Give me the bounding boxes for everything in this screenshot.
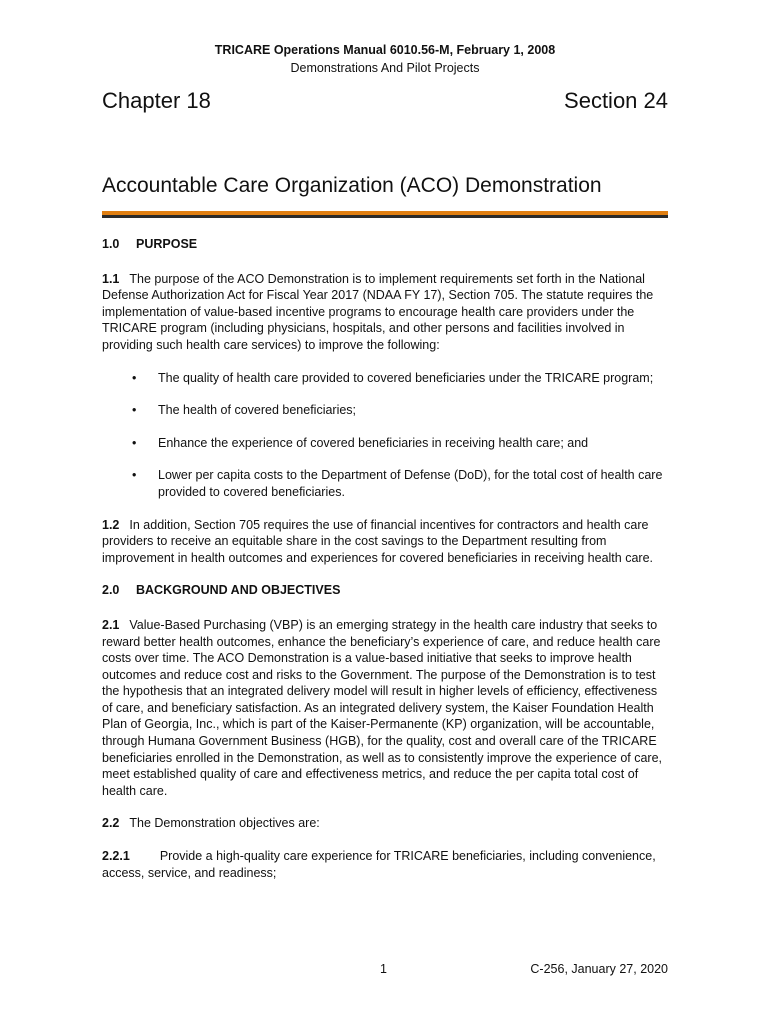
document-body bbox=[102, 236, 668, 897]
page-number: 1 bbox=[380, 962, 387, 976]
page-title: Accountable Care Organization (ACO) Demonstration bbox=[102, 174, 602, 197]
bullet-icon: • bbox=[132, 370, 137, 385]
list-item-text: Lower per capita costs to the Department of Defense (DoD), for the total cost of health care provided to covered beneficiaries. bbox=[158, 468, 663, 499]
paragraph-1-1 bbox=[102, 271, 668, 354]
paragraph-text: Value-Based Purchasing (VBP) is an emerging strategy in the health care industry that seeks to reward better health outcomes, enhance the beneficiary’s experience of care, and reduce health care costs over time. The ACO Demonstration is a value-based initiative that seeks to improve health outcomes and reduce cost and risks to the Government. The purpose of the Demonstration is to test the hypothesis that an integrated delivery model will result in higher levels of efficiency, effectiveness of care, and beneficiary satisfaction. As an integrated delivery system, the Kaiser Foundation Health Plan of Georgia, Inc., which is part of the Kaiser-Permanente (KP) organization, will be accountable, through Humana Government Business (HGB), for the quality, cost and overall care of the TRICARE beneficiaries enrolled in the Demonstration, as well as to consistently improve the experience of care, meet established quality of care and effectiveness metrics, and reduce the per capita total cost of health care. bbox=[102, 617, 663, 798]
paragraph-number: 2.2.1 bbox=[102, 849, 130, 864]
change-notice: C-256, January 27, 2020 bbox=[530, 962, 668, 976]
manual-header: TRICARE Operations Manual 6010.56-M, February 1, 2008 bbox=[214, 43, 556, 57]
list-item bbox=[102, 435, 668, 452]
chapter-label: Chapter 18 bbox=[102, 88, 211, 113]
bullet-icon: • bbox=[132, 403, 137, 418]
section-heading-text: PURPOSE bbox=[136, 237, 198, 251]
paragraph-2-2 bbox=[102, 815, 668, 832]
paragraph-number: 1.1 bbox=[102, 271, 120, 286]
list-item-text: Enhance the experience of covered beneficiaries in receiving health care; and bbox=[158, 435, 589, 450]
paragraph-2-2-1 bbox=[102, 848, 668, 881]
paragraph-text: The purpose of the ACO Demonstration is to implement requirements set forth in the National Defense Authorization Act for Fiscal Year 2017 (NDAA FY 17), Section 705. The statute requires the implementation of value-based incentive programs to encourage health care providers under the TRICARE program (including physicians, hospitals, and other persons and facilities involved in providing such health care services) to improve the following: bbox=[102, 271, 654, 352]
paragraph-number: 1.2 bbox=[102, 517, 120, 532]
paragraph-text: Provide a high-quality care experience for TRICARE beneficiaries, including convenience, access, service, and readiness; bbox=[102, 849, 656, 880]
list-item bbox=[102, 402, 668, 419]
list-item-text: The health of covered beneficiaries; bbox=[158, 403, 357, 418]
section-label: Section 24 bbox=[564, 88, 668, 113]
section-heading-1 bbox=[102, 236, 668, 253]
section-heading-2 bbox=[102, 582, 668, 599]
bullet-icon: • bbox=[132, 435, 137, 450]
manual-subheader: Demonstrations And Pilot Projects bbox=[290, 61, 480, 75]
section-number: 1.0 bbox=[102, 237, 120, 251]
improvement-list bbox=[102, 370, 668, 501]
section-number: 2.0 bbox=[102, 583, 120, 598]
paragraph-2-1 bbox=[102, 617, 668, 800]
paragraph-text: In addition, Section 705 requires the use of financial incentives for contractors and health care providers to receive an equitable share in the cost savings to the Department resulting from improvement in health outcomes and experiences for covered beneficiaries in receiving health care. bbox=[102, 517, 653, 565]
list-item-text: The quality of health care provided to covered beneficiaries under the TRICARE program; bbox=[158, 370, 654, 385]
bullet-icon: • bbox=[132, 468, 137, 483]
section-heading-text: BACKGROUND AND OBJECTIVES bbox=[136, 583, 341, 598]
paragraph-number: 2.2 bbox=[102, 816, 120, 831]
list-item bbox=[102, 467, 668, 500]
paragraph-number: 2.1 bbox=[102, 617, 120, 632]
paragraph-text: The Demonstration objectives are: bbox=[129, 816, 320, 831]
title-rule-dark bbox=[102, 215, 668, 218]
list-item bbox=[102, 370, 668, 387]
paragraph-1-2 bbox=[102, 517, 668, 567]
